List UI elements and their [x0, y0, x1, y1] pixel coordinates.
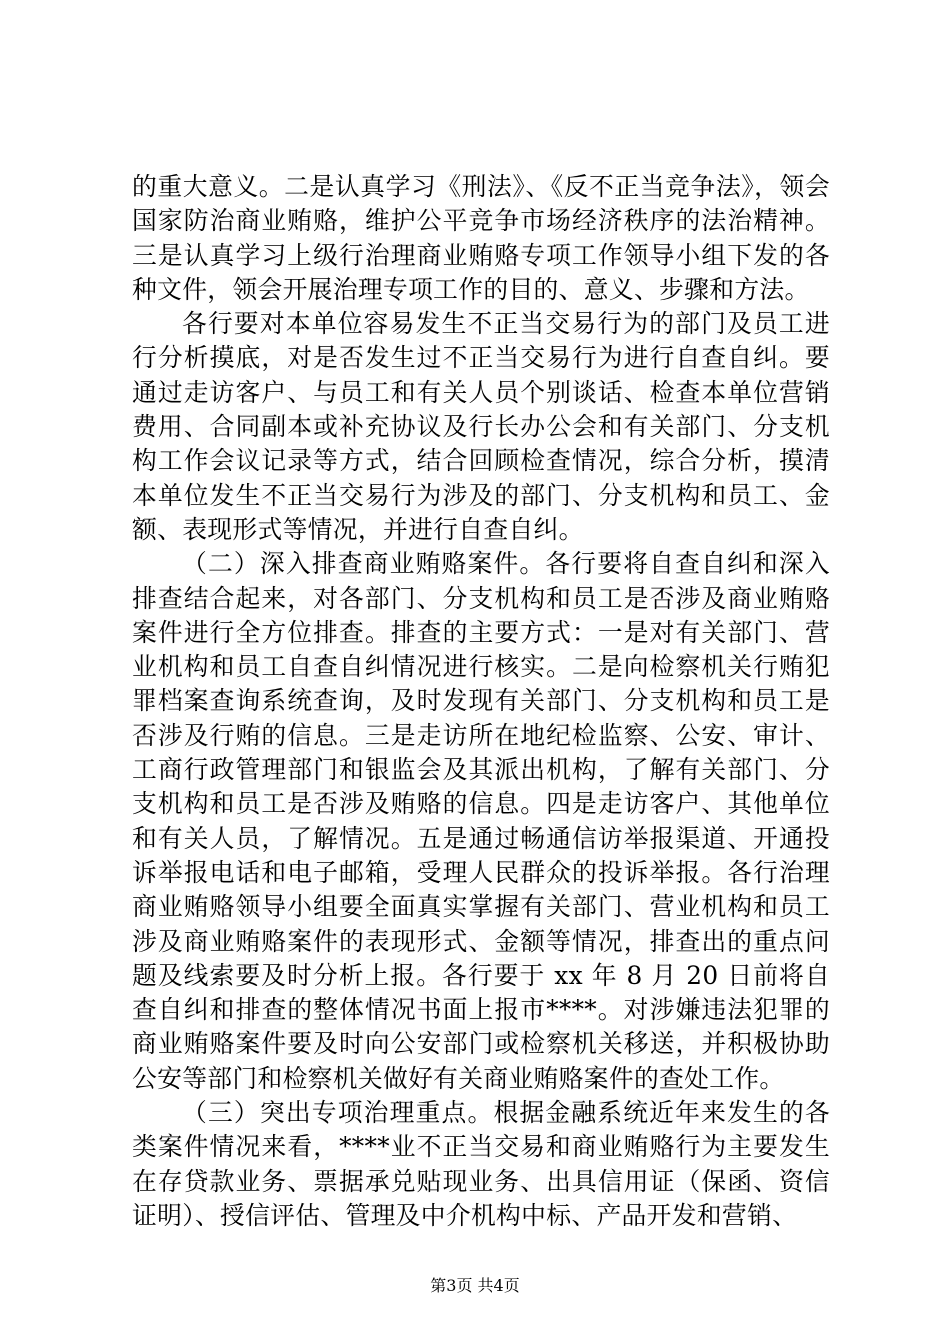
document-body — [132, 170, 830, 1233]
paragraph-3: （二）深入排查商业贿赂案件。各行要将自查自纠和深入排查结合起来，对各部门、分支机构和员工是否涉及商业贿赂案件进行全方位排查。排查的主要方式：一是对有关部门、营业机构和员工自查自纠情况进行核实。二是向检察机关行贿犯罪档案查询系统查询，及时发现有关部门、分支机构和员工是否涉及行贿的信息。三是走访所在地纪检监察、公安、审计、工商行政管理部门和银监会及其派出机构，了解有关部门、分支机构和员工是否涉及贿赂的信息。四是走访客户、其他单位和有关人员，了解情况。五是通过畅通信访举报渠道、开通投诉举报电话和电子邮箱，受理人民群众的投诉举报。各行治理商业贿赂领导小组要全面真实掌握有关部门、营业机构和员工涉及商业贿赂案件的表现形式、金额等情况，排查出的重点问题及线索要及时分析上报。各行要于 xx 年 8 月 20 日前将自查自纠和排查的整体情况书面上报市****。对涉嫌违法犯罪的商业贿赂案件要及时向公安部门或检察机关移送，并积极协助公安等部门和检察机关做好有关商业贿赂案件的查处工作。 — [132, 549, 830, 1093]
paragraph-2: 各行要对本单位容易发生不正当交易行为的部门及员工进行分析摸底，对是否发生过不正当交易行为进行自查自纠。要通过走访客户、与员工和有关人员个别谈话、检查本单位营销费用、合同副本或补充协议及行长办公会和有关部门、分支机构工作会议记录等方式，结合回顾检查情况，综合分析，摸清本单位发生不正当交易行为涉及的部门、分支机构和员工、金额、表现形式等情况，并进行自查自纠。 — [132, 309, 830, 544]
paragraph-4: （三）突出专项治理重点。根据金融系统近年来发生的各类案件情况来看，****业不正当交易和商业贿赂行为主要发生在存贷款业务、票据承兑贴现业务、出具信用证（保函、资信证明）、授信评估、管理及中介机构中标、产品开发和营销、 — [132, 1098, 830, 1230]
page-number-footer: 第3页 共4页 — [430, 1276, 520, 1295]
paragraph-1: 的重大意义。二是认真学习《刑法》、《反不正当竞争法》，领会国家防治商业贿赂，维护公平竞争市场经济秩序的法治精神。三是认真学习上级行治理商业贿赂专项工作领导小组下发的各种文件，领会开展治理专项工作的目的、意义、步骤和方法。 — [132, 172, 830, 304]
